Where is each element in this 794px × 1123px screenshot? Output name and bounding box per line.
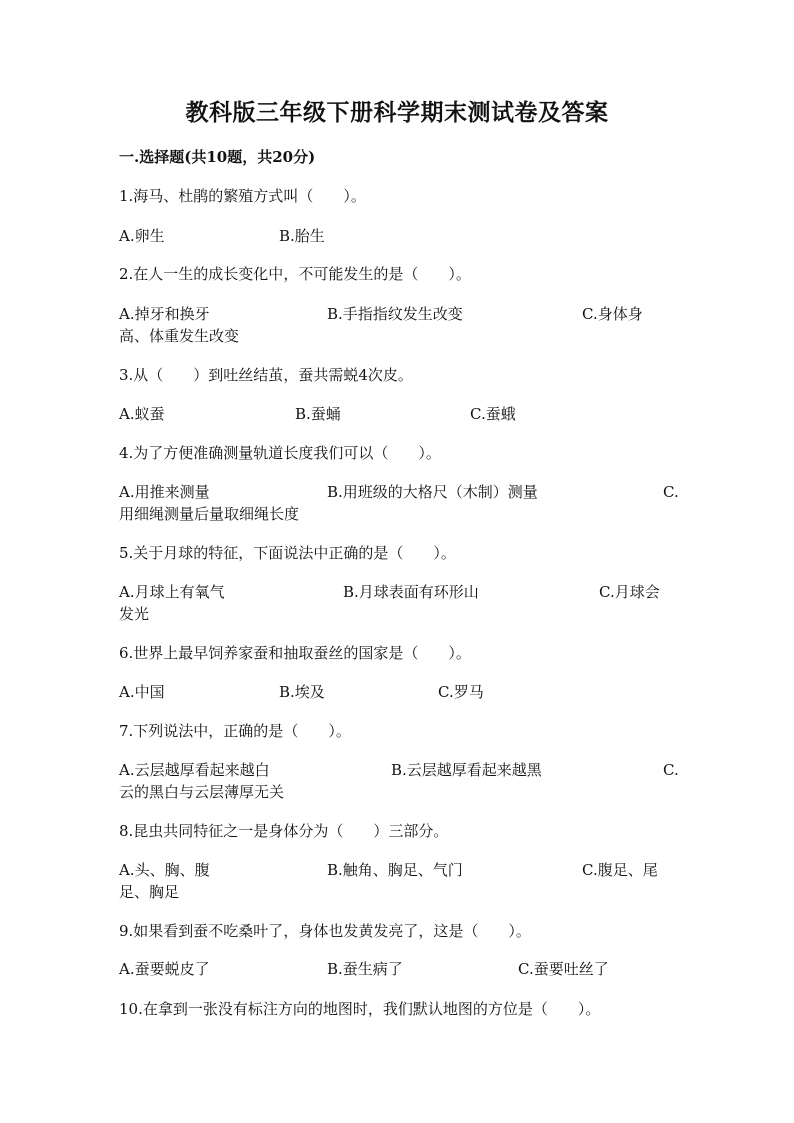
option-a: A.掉牙和换牙 xyxy=(119,305,210,323)
option-c: C. xyxy=(663,761,679,779)
option-c-continued: 用细绳测量后量取细绳长度 xyxy=(119,505,300,523)
options-3 xyxy=(119,403,679,447)
section-heading: 一.选择题(共10题，共20分) xyxy=(119,148,316,166)
option-b: B.触角、胸足、气门 xyxy=(327,861,463,879)
option-b: B.埃及 xyxy=(279,683,325,701)
option-a: A.蚕要蜕皮了 xyxy=(119,960,210,978)
options-4 xyxy=(119,481,679,525)
option-a: A.中国 xyxy=(119,683,165,701)
question-9: 9.如果看到蚕不吃桑叶了，身体也发黄发亮了，这是（ ）。 xyxy=(119,922,531,940)
option-a: A.蚁蚕 xyxy=(119,405,165,423)
page-title: 教科版三年级下册科学期末测试卷及答案 xyxy=(185,99,609,126)
option-c: C.蚕要吐丝了 xyxy=(518,960,609,978)
option-b: B.云层越厚看起来越黑 xyxy=(391,761,542,779)
question-1: 1.海马、杜鹃的繁殖方式叫（ ）。 xyxy=(119,187,366,205)
option-b: B.胎生 xyxy=(279,227,325,245)
question-8: 8.昆虫共同特征之一是身体分为（ ）三部分。 xyxy=(119,822,449,840)
option-a: A.云层越厚看起来越白 xyxy=(119,761,270,779)
option-b: B.蚕生病了 xyxy=(327,960,403,978)
option-a: A.用推来测量 xyxy=(119,483,210,501)
option-c-continued: 云的黑白与云层薄厚无关 xyxy=(119,783,285,801)
options-8 xyxy=(119,859,679,903)
question-6: 6.世界上最早饲养家蚕和抽取蚕丝的国家是（ ）。 xyxy=(119,644,471,662)
options-6 xyxy=(119,681,679,725)
option-a: A.月球上有氧气 xyxy=(119,583,225,601)
option-a: A.卵生 xyxy=(119,227,165,245)
option-a: A.头、胸、腹 xyxy=(119,861,210,879)
question-5: 5.关于月球的特征，下面说法中正确的是（ ）。 xyxy=(119,544,456,562)
options-9 xyxy=(119,958,679,1002)
option-c-continued: 发光 xyxy=(119,605,150,623)
question-4: 4.为了方便准确测量轨道长度我们可以（ ）。 xyxy=(119,444,441,462)
question-7: 7.下列说法中，正确的是（ ）。 xyxy=(119,722,351,740)
option-c: C.蚕蛾 xyxy=(470,405,516,423)
question-2: 2.在人一生的成长变化中，不可能发生的是（ ）。 xyxy=(119,265,471,283)
option-c: C.身体身 xyxy=(582,305,643,323)
option-c-continued: 高、体重发生改变 xyxy=(119,327,240,345)
option-c: C. xyxy=(663,483,679,501)
options-7 xyxy=(119,759,679,803)
question-3: 3.从（ ）到吐丝结茧，蚕共需蜕4次皮。 xyxy=(119,366,413,384)
option-c: C.罗马 xyxy=(438,683,484,701)
option-b: B.手指指纹发生改变 xyxy=(327,305,463,323)
option-b: B.月球表面有环形山 xyxy=(343,583,479,601)
option-b: B.用班级的大格尺（木制）测量 xyxy=(327,483,538,501)
option-c: C.腹足、尾 xyxy=(582,861,658,879)
question-10: 10.在拿到一张没有标注方向的地图时，我们默认地图的方位是（ ）。 xyxy=(119,1000,601,1018)
options-2 xyxy=(119,303,679,347)
option-b: B.蚕蛹 xyxy=(295,405,341,423)
option-c-continued: 足、胸足 xyxy=(119,883,180,901)
options-5 xyxy=(119,581,679,625)
option-c: C.月球会 xyxy=(599,583,660,601)
